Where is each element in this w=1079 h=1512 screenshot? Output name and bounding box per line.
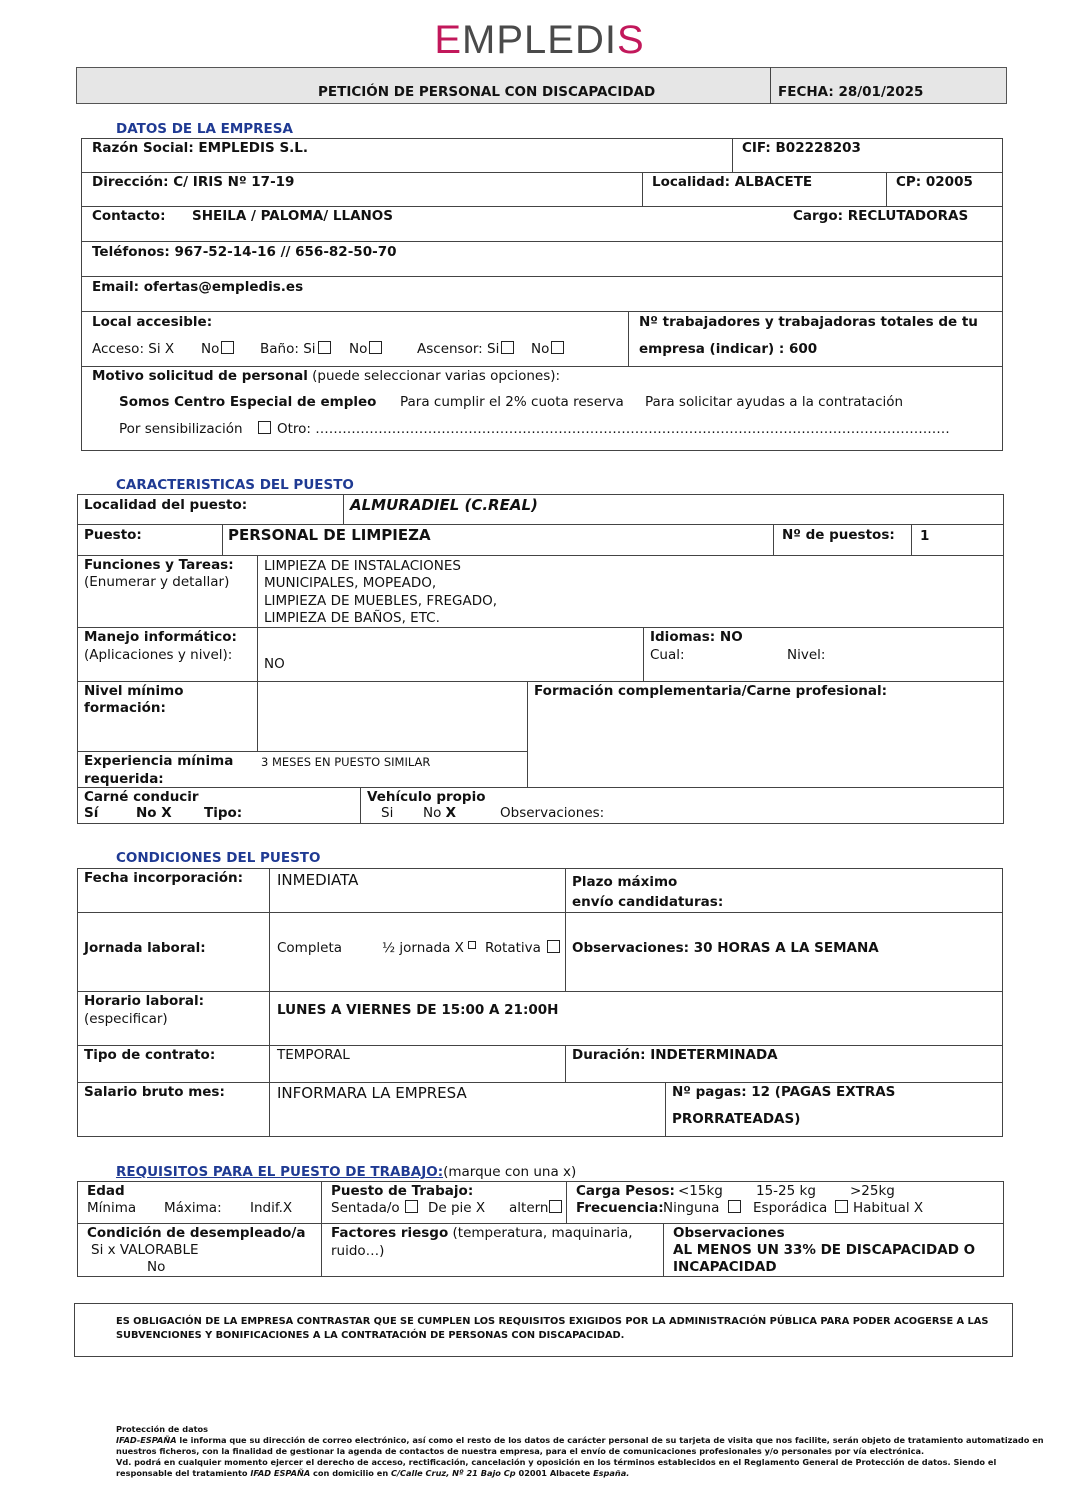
acceso-option: Acceso: Si X [92,341,175,357]
carga-15-25[interactable]: 15-25 kg [756,1183,816,1199]
logo-letter-e: E [434,18,463,62]
idiomas-nivel: Nivel: [787,647,826,663]
carne-label: Carné conducir [84,789,199,805]
ascensor-si-checkbox[interactable] [501,341,514,354]
plazo-label-2: envío candidaturas: [572,894,724,910]
horario-hint: (especificar) [84,1011,168,1027]
num-puestos-value: 1 [920,528,930,544]
cargo: Cargo: RECLUTADORAS [793,208,969,224]
experiencia-label-2: requerida: [84,771,164,787]
funciones-label: Funciones y Tareas: [84,557,234,573]
proteccion-line-3: Vd. podrá en cualquier momento ejercer el derecho de acceso, rectificación, cancelación y oposición en los términos establecidos en el Reglamento General de Protección de datos. Siendo el [116,1457,997,1467]
bano-si-checkbox[interactable] [318,341,331,354]
ascensor-no-option[interactable]: No [531,341,564,358]
frecuencia-habitual[interactable]: Habitual X [853,1200,924,1216]
funciones-line-2: MUNICIPALES, MOPEADO, [264,575,437,591]
localidad-puesto-label: Localidad del puesto: [84,497,248,513]
formacion-label: Formación complementaria/Carne profesional: [534,683,887,699]
vehiculo-label: Vehículo propio [367,789,486,805]
jornada-observaciones: Observaciones: 30 HORAS A LA SEMANA [572,940,879,956]
trabajadores-value: empresa (indicar) : 600 [639,341,818,357]
experiencia-label: Experiencia mínima [84,753,234,769]
nivel-minimo-label: Nivel mínimo [84,683,184,699]
fecha-incorporacion-label: Fecha incorporación: [84,870,244,886]
funciones-line-4: LIMPIEZA DE BAÑOS, ETC. [264,610,440,626]
de-pie-option[interactable]: De pie X [428,1200,486,1216]
logo-middle: MPLEDI [462,18,617,62]
contrato-label: Tipo de contrato: [84,1047,216,1063]
codigo-postal: CP: 02005 [896,174,973,190]
header-divider [770,67,771,104]
ascensor-si-option[interactable]: Ascensor: Si [417,341,514,358]
motivo-option-ayudas[interactable]: Para solicitar ayudas a la contratación [645,394,904,410]
motivo-option-cuota[interactable]: Para cumplir el 2% cuota reserva [400,394,624,410]
section-requisitos: REQUISITOS PARA EL PUESTO DE TRABAJO:(marque con una x) [116,1164,577,1180]
razon-social: Razón Social: EMPLEDIS S.L. [92,140,309,156]
frecuencia-ninguna[interactable]: Ninguna [663,1200,741,1217]
form-title: PETICIÓN DE PERSONAL CON DISCAPACIDAD [318,84,656,100]
edad-label: Edad [87,1183,125,1199]
horario-label: Horario laboral: [84,993,205,1009]
proteccion-line-2: nuestros ficheros, con la finalidad de gestionar la agenda de contactos de nuestra empresa, para el envío de comunicaciones profesionales y/o personales por vía electrónica. [116,1446,925,1456]
section-puesto: CARACTERISTICAS DEL PUESTO [116,477,354,493]
bano-no-option[interactable]: No [349,341,382,358]
section-condiciones: CONDICIONES DEL PUESTO [116,850,321,866]
factores-riesgo: Factores riesgo (temperatura, maquinaria, [331,1225,633,1241]
pagas-label: Nº pagas: 12 (PAGAS EXTRAS [672,1084,896,1100]
jornada-media[interactable]: ½ jornada X [382,940,476,957]
aviso-line-1: ES OBLIGACIÓN DE LA EMPRESA CONTRASTAR QUE SE CUMPLEN LOS REQUISITOS EXIGIDOS POR LA ADMINISTRACIÓN PÚBLICA PARA PODER ACOGERSE A LAS [116,1316,989,1327]
horario-value: LUNES A VIERNES DE 15:00 A 21:00H [277,1002,559,1018]
alterna-checkbox[interactable] [549,1200,562,1213]
fecha-incorporacion-value: INMEDIATA [277,871,359,889]
puesto-label: Puesto: [84,527,142,543]
frecuencia-label: Frecuencia: [576,1200,664,1216]
rotativa-checkbox[interactable] [547,940,560,953]
carne-no: No X [136,805,172,821]
duracion: Duración: INDETERMINADA [572,1047,778,1063]
carga-pesos: Carga Pesos: [576,1183,675,1199]
proteccion-line-4: responsable del tratamiento IFAD ESPAÑA con domicilio en C/Calle Cruz, Nº 21 Bajo Cp 02001 Albacete España. [116,1468,630,1478]
plazo-label: Plazo máximo [572,874,678,890]
vehiculo-observaciones: Observaciones: [500,805,605,821]
bano-no-checkbox[interactable] [369,341,382,354]
alterna-option[interactable]: altern [509,1200,562,1217]
carne-si: Sí [84,805,99,821]
salario-label: Salario bruto mes: [84,1084,225,1100]
factores-riesgo-hint: ruido…) [331,1243,385,1259]
jornada-completa[interactable]: Completa [277,940,343,956]
funciones-line-3: LIMPIEZA DE MUEBLES, FREGADO, [264,593,498,609]
proteccion-line-1: IFAD-ESPAÑA le informa que su dirección de correo electrónico, así como el resto de los datos de carácter personal de su tarjeta de visita que nos facilite, serán objeto de tratamiento automatizado en [116,1435,1044,1445]
vehiculo-si: Si [381,805,394,821]
motivo-option-sensibilizacion[interactable]: Por sensibilización [119,421,243,437]
pagas-label-2: PRORRATEADAS) [672,1111,801,1127]
manejo-label: Manejo informático: [84,629,237,645]
salario-value: INFORMARA LA EMPRESA [277,1084,467,1102]
aviso-line-2: SUBVENCIONES Y BONIFICACIONES A LA CONTRATACIÓN DE PERSONAS CON DISCAPACIDAD. [116,1330,625,1341]
carga-mas-25[interactable]: >25kg [850,1183,895,1199]
idiomas: Idiomas: NO [650,629,743,645]
esporadica-checkbox[interactable] [835,1200,848,1213]
funciones-line-1: LIMPIEZA DE INSTALACIONES [264,558,461,574]
motivo-label: Motivo solicitud de personal (puede seleccionar varias opciones): [92,368,561,384]
experiencia-value: 3 MESES EN PUESTO SIMILAR [261,755,431,769]
edad-maxima: Máxima: [164,1200,222,1216]
jornada-label: Jornada laboral: [84,940,206,956]
ninguna-checkbox[interactable] [728,1200,741,1213]
acceso-no-option[interactable]: No [201,341,234,358]
puesto-value: PERSONAL DE LIMPIEZA [228,526,431,544]
frecuencia-esporadica[interactable]: Esporádica [753,1200,848,1217]
telefonos: Teléfonos: 967-52-14-16 // 656-82-50-70 [92,244,397,260]
contacto-value: SHEILA / PALOMA/ LLANOS [192,208,394,224]
requisitos-observaciones-1: AL MENOS UN 33% DE DISCAPACIDAD O [673,1242,976,1258]
contrato-value: TEMPORAL [277,1047,350,1063]
otro-checkbox[interactable] [258,421,271,434]
num-puestos-label: Nº de puestos: [782,527,895,543]
jornada-rotativa[interactable]: Rotativa [485,940,560,957]
puesto-trabajo-label: Puesto de Trabajo: [331,1183,474,1199]
condicion-desempleado-label: Condición de desempleado/a [87,1225,306,1241]
email: Email: ofertas@empledis.es [92,279,304,295]
contacto-label: Contacto: [92,208,166,224]
requisitos-observaciones-2: INCAPACIDAD [673,1259,777,1275]
vehiculo-no: No X [423,805,457,821]
carne-tipo: Tipo: [204,805,243,821]
local-accesible-label: Local accesible: [92,314,213,330]
cif: CIF: B02228203 [742,140,861,156]
funciones-hint: (Enumerar y detallar) [84,574,230,590]
idiomas-cual: Cual: [650,647,685,663]
form-date: FECHA: 28/01/2025 [778,84,924,100]
bano-si-option[interactable]: Baño: Si [260,341,331,358]
motivo-option-cee[interactable]: Somos Centro Especial de empleo [119,394,377,410]
proteccion-title: Protección de datos [116,1424,209,1434]
direccion: Dirección: C/ IRIS Nº 17-19 [92,174,295,190]
sentada-option[interactable]: Sentada/o [331,1200,418,1217]
edad-indiferente: Indif.X [250,1200,293,1216]
manejo-value: NO [264,656,285,672]
acceso-no-checkbox[interactable] [221,341,234,354]
section-empresa: DATOS DE LA EMPRESA [116,121,293,137]
localidad: Localidad: ALBACETE [652,174,813,190]
carga-menos-15[interactable]: <15kg [678,1183,723,1199]
localidad-puesto-value: ALMURADIEL (C.REAL) [350,496,538,514]
trabajadores-label: Nº trabajadores y trabajadoras totales de tu [639,314,978,330]
requisitos-observaciones-label: Observaciones [673,1225,785,1241]
company-logo [0,18,1079,63]
logo-letter-s: S [616,18,645,62]
motivo-option-otro[interactable]: Otro: …………………………………………………………………………………………………………………………… [258,421,950,438]
condicion-si-valorable: Si x VALORABLE [91,1242,199,1258]
manejo-hint: (Aplicaciones y nivel): [84,647,233,663]
edad-minima: Mínima [87,1200,137,1216]
ascensor-no-checkbox[interactable] [551,341,564,354]
nivel-minimo-label-2: formación: [84,700,166,716]
condicion-no: No [147,1259,166,1275]
sentada-checkbox[interactable] [405,1200,418,1213]
